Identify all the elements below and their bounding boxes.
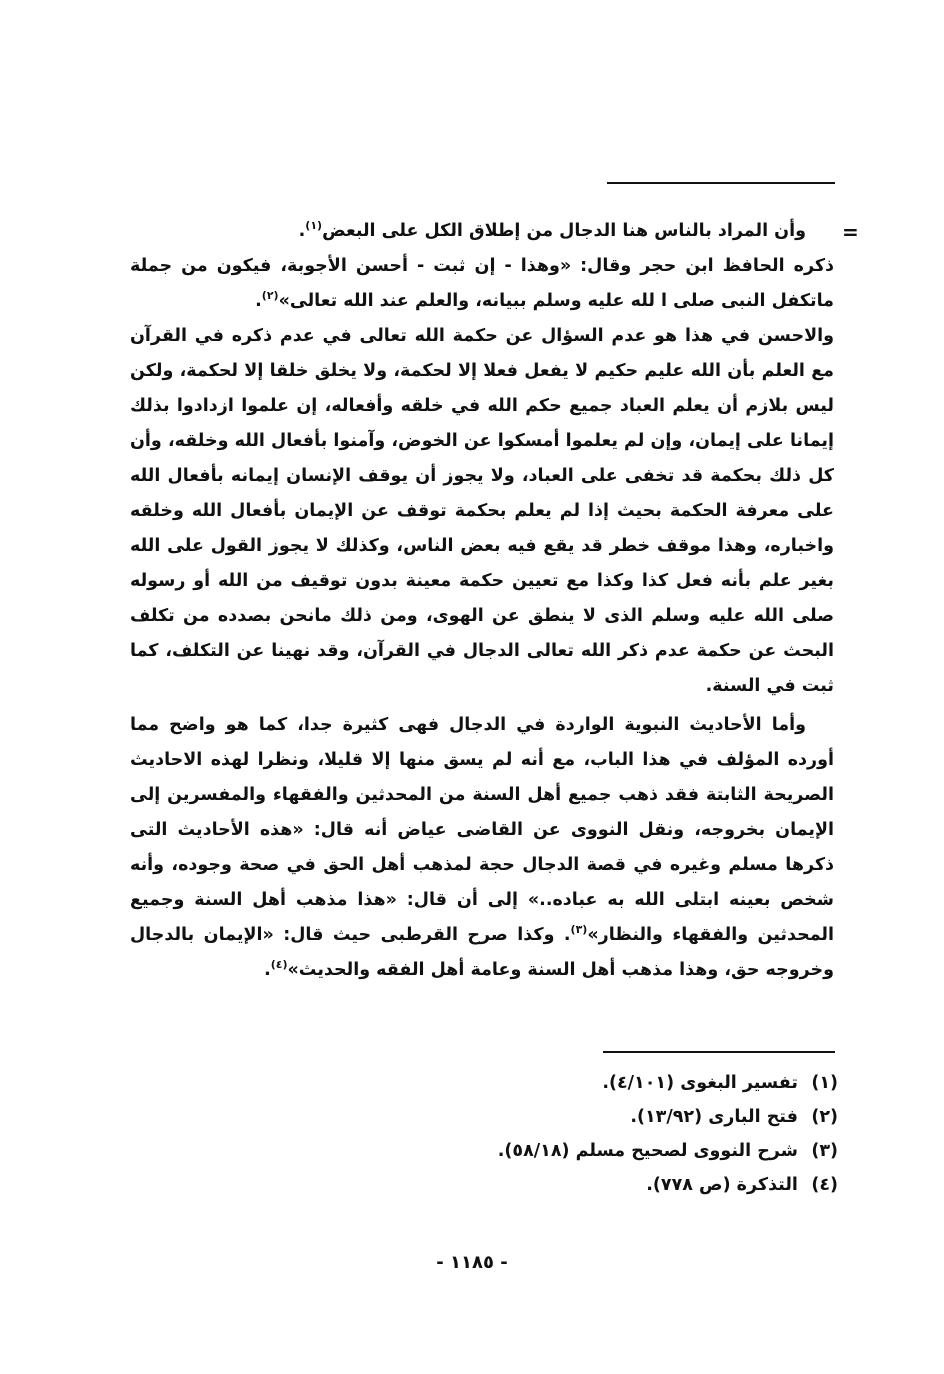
footnote-text: تفسير البغوى (٤/١٠١). [602,1073,798,1093]
footnote-number: (٤) [811,1175,838,1195]
footnote-ref-3: (٣) [570,923,588,937]
paragraph-1 [130,214,834,249]
paragraph-text: ذكره الحافظ ابن حجر وقال: «وهذا - إن ثبت - أحسن الأجوبة، فيكون من جملة ماتكفل النبى صلى ا لله عليه وسلم ببيانه، والعلم عند الله تعالى» [130,256,834,311]
paragraph-text-continued: . وكذا صرح القرطبى حيث قال: «الإيمان بالدجال وخروجه حق، وهذا مذهب أهل السنة وعامة أهل الفقه والحديث» [130,925,834,980]
paragraph-4 [130,708,834,988]
footnote-ref-1: (١) [305,219,323,233]
footnote-1 [300,1066,838,1100]
footnote-rule [603,1051,835,1053]
footnote-ref-4: (٤) [270,958,288,972]
paragraph-2 [130,249,834,319]
footnote-2 [300,1100,838,1134]
paragraph-3 [130,319,834,704]
footnote-4 [300,1168,838,1202]
footnote-text: شرح النووى لصحيح مسلم (٥٨/١٨). [497,1141,798,1161]
footnote-3 [300,1134,838,1168]
paragraph-punct: . [264,960,271,980]
continuation-rule [607,182,835,184]
paragraph-punct: . [298,221,306,241]
paragraph-text: والاحسن في هذا هو عدم السؤال عن حكمة الله تعالى في عدم ذكره في القرآن مع العلم بأن الله عليم حكيم لا يفعل فعلا إلا لحكمة، ولا يخلق خلقا إلا لحكمة، ولكن ليس بلازم أن يعلم العباد جميع حكم الله في خلقه وأفعاله، إن علموا ازدادوا بذلك إيمانا على إيمان، وإن لم يعلموا أمسكوا عن الخوض، وآمنوا بأفعال الله وخلقه، وأن كل ذلك بحكمة قد تخفى على العباد، ولا يجوز أن يوقف الإنسان إيمانه بأفعال الله على معرفة الحكمة بحيث إذا لم يعلم بحكمة توقف عن الإيمان بأفعال الله وخلقه واخباره، وهذا موقف خطر قد يقع فيه بعض الناس، وكذلك لا يجوز القول على الله بغير علم بأنه فعل كذا وكذا مع تعيين حكمة معينة بدون توقيف من الله أو رسوله صلى الله عليه وسلم الذى لا ينطق عن الهوى، ومن ذلك مانحن بصدده من تكلف البحث عن حكمة عدم ذكر الله تعالى الدجال في القرآن، وقد نهينا عن التكلف، كما ثبت في السنة. [130,326,834,696]
paragraph-text: وأما الأحاديث النبوية الواردة في الدجال فهى كثيرة جدا، كما هو واضح مما أورده المؤلف في هذا الباب، مع أنه لم يسق منها إلا قليلا، ونظرا لهذه الاحاديث الصريحة الثابتة فقد ذهب جميع أهل السنة من المحدثين والفقهاء والمفسرين إلى الإيمان بخروجه، ونقل النووى عن القاضى عياض أنه قال: «هذه الأحاديث التى ذكرها مسلم وغيره في قصة الدجال حجة لمذهب أهل الحق في صحة وجوده، وأنه شخص بعينه ابتلى الله به عباده..» إلى أن قال: «هذا مذهب أهل السنة وجميع المحدثين والفقهاء والنظار» [130,715,834,945]
footnote-text: فتح البارى (١٣/٩٢). [630,1107,798,1127]
paragraph-text: وأن المراد بالناس هنا الدجال من إطلاق الكل على البعض [322,221,806,241]
footnote-text: التذكرة (ص ٧٧٨). [646,1175,798,1195]
footnote-number: (٢) [811,1107,838,1127]
footnote-ref-2: (٢) [261,289,279,303]
footnotes [300,1066,838,1202]
main-text [130,214,834,988]
footnote-number: (٣) [811,1141,838,1161]
page-number: - ١١٨٥ - [436,1252,508,1273]
paragraph-punct: . [255,291,262,311]
footnote-number: (١) [811,1073,838,1093]
continuation-marker: = [842,220,859,244]
